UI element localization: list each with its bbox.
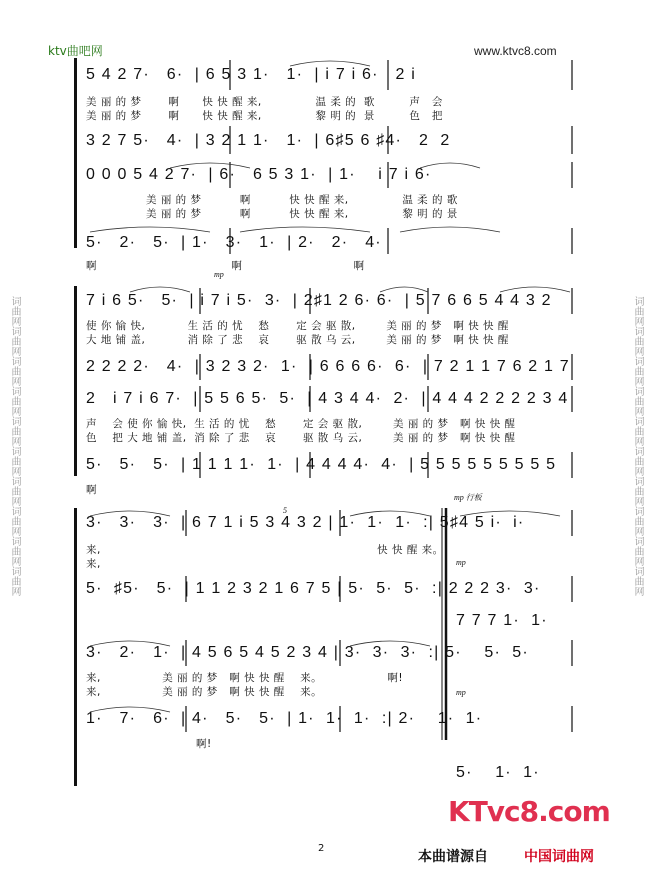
system3-voice5-notes: 5· 1· 1· [456, 764, 540, 781]
system1-voice4-notes: 5· 2· 5· | 1· 3· 1· | 2· 2· 4· [86, 234, 382, 251]
system1-lyric-verse1: 美 丽 的 梦 啊 快 快 醒 来, 温 柔 的 歌 声 会 [86, 96, 443, 108]
system1-voice1-notes: 5 4 2 7· 6· | 6 5 3 1· 1· | i 7 i 6· 2 i [86, 66, 417, 83]
site-logo-text: ktv曲吧网 [48, 44, 103, 58]
system1-voice3-lyric2: 美 丽 的 梦 啊 快 快 醒 来, 黎 明 的 景 [146, 208, 458, 220]
system3-voice1-notes: 3· 3· 3· | 6 7 1 i 5 3 4 3 2 | 1· 1· 1· :| 5♯4 5 i· i· [86, 514, 525, 531]
system2-voice4-notes: 5· 5· 5· | 1 1 1 1· 1· | 4 4 4 4· 4· | 5 5 5 5 5 5 5 5 5 [86, 456, 557, 473]
system1-voice3-lyric1: 美 丽 的 梦 啊 快 快 醒 来, 温 柔 的 歌 [146, 194, 458, 206]
page-number: 2 [318, 843, 325, 854]
system2-tempo-mark: mp 行板 [454, 493, 482, 502]
system2-voice3-lyric2: 色 把 大 地 铺 盖, 消 除 了 悲 哀 驱 散 乌 云, 美 丽 的 梦 啊 快 快 醒 [86, 432, 516, 444]
system2-voice2-notes: 2 2 2 2· 4· | 3 2 3 2· 1· | 6 6 6 6· 6· | 7 2 1 1 7 6 2 1 7 [86, 358, 570, 375]
system3-voice4-notes: 1· 7· 6· | 4· 5· 5· | 1· 1· 1· :| 2· 1· 1· [86, 710, 483, 727]
system2-voice3-lyric1: 声 会 使 你 愉 快, 生 活 的 忧 愁 定 会 驱 散, 美 丽 的 梦 啊 快 快 醒 [86, 418, 516, 430]
ktvc8-logo: KTvc8.com [448, 795, 610, 828]
system3-lyric-verse2: 来, [86, 558, 101, 570]
system2-voice1-notes: 7 i 6 5· 5· | i 7 i 5· 3· | 2♯1 2 6· 6· | 5 7 6 6 5 4 4 3 2 [86, 292, 552, 309]
source-label: 本曲谱源自 [418, 849, 488, 865]
system1-voice3-notes: 0 0 0 5 4 2 7· | 6· 6 5 3 1· | 1· i 7 i 6· [86, 166, 432, 183]
system3-dynamic-mp-2: mp [456, 688, 466, 697]
system3-voice3-lyric1: 来, 美 丽 的 梦 啊 快 快 醒 来。 啊! [86, 672, 404, 684]
system3-dynamic-mp-1: mp [456, 558, 466, 567]
system1-voice2-notes: 3 2 7 5· 4· | 3 2 1 1· 1· | 6♯5 6 ♯4· 2 2 [86, 132, 451, 149]
system3-voice3-notes: 3· 2· 1· | 4 5 6 5 4 5 2 3 4 | 3· 3· 3· :| 5· 5· 5· [86, 644, 529, 661]
system3-voice4-lyric: 啊! [196, 738, 212, 750]
system3-slash-mark: 5 [283, 506, 287, 515]
system3-voice2b-notes: 7 7 7 1· 1· [456, 612, 548, 629]
system3-lyric-verse1: 来, 快 快 醒 来。 [86, 544, 444, 556]
source-site: 中国词曲网 [524, 849, 594, 865]
watermark-left: 词曲网词曲网词曲网词曲网词曲网词曲网词曲网词曲网词曲网词曲网 [9, 295, 20, 596]
watermark-right: 词曲网词曲网词曲网词曲网词曲网词曲网词曲网词曲网词曲网词曲网 [632, 295, 643, 596]
site-url: www.ktvc8.com [474, 44, 557, 58]
system2-voice3-notes: 2 i 7 i 6 7· | 5 5 6 5· 5· | 4 3 4 4· 2· | 4 4 4 2 2 2 2 3 4 [86, 390, 569, 407]
system2-voice4-lyric: 啊 [86, 484, 97, 496]
system2-lyric-verse1: 使 你 愉 快, 生 活 的 忧 愁 定 会 驱 散, 美 丽 的 梦 啊 快 快 醒 [86, 320, 509, 332]
system1-lyric-verse2: 美 丽 的 梦 啊 快 快 醒 来, 黎 明 的 景 色 把 [86, 110, 443, 122]
system2-lyric-verse2: 大 地 铺 盖, 消 除 了 悲 哀 驱 散 乌 云, 美 丽 的 梦 啊 快 快 醒 [86, 334, 509, 346]
system2-dynamic-mp: mp [214, 270, 224, 279]
system3-voice2-notes: 5· ♯5· 5· | 1 1 2 3 2 1 6 7 5 | 5· 5· 5· :| 2 2 2 3· 3· [86, 580, 541, 597]
system3-voice3-lyric2: 来, 美 丽 的 梦 啊 快 快 醒 来。 [86, 686, 323, 698]
system1-voice4-lyric: 啊 啊 啊 [86, 260, 365, 272]
